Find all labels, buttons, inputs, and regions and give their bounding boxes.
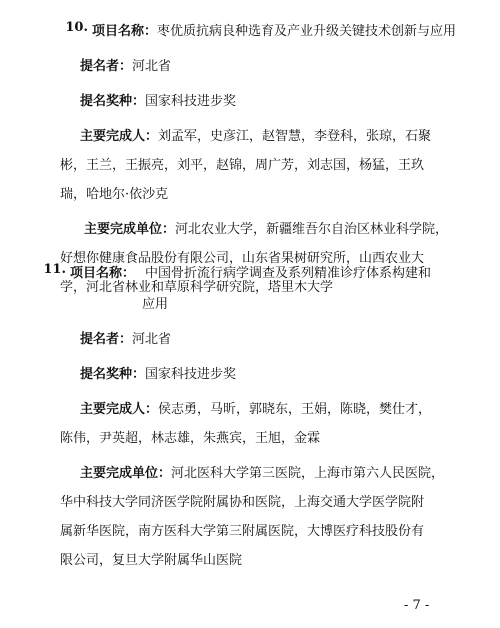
nominator-value: 河北省 <box>132 332 172 347</box>
award-label: 提名奖种： <box>80 94 146 109</box>
persons-line: 彬，王兰，王振亮，刘平，赵锦，周广芳，刘志国，杨猛，王玖 <box>60 158 425 173</box>
persons-line: 刘孟军，史彦江，赵智慧，李登科，张琼，石聚 <box>158 129 432 144</box>
persons-line: 侯志勇，马昕，郭晓东，王娟，陈晓，樊仕才， <box>158 402 432 417</box>
units-line: 学，河北省林业和草原科学研究院，塔里木大学 <box>60 280 334 295</box>
persons-line: 陈伟，尹英超，林志雄，朱燕宾，王旭，金霖 <box>60 431 321 446</box>
award-row <box>80 363 500 382</box>
item-number: 11. <box>43 262 66 277</box>
nominator-label: 提名者： <box>80 332 133 347</box>
persons-line: 瑞，哈地尔·依沙克 <box>60 187 169 202</box>
units-line: 限公司，复旦大学附属华山医院 <box>60 553 243 568</box>
units-line: 华中科技大学同济医学院附属协和医院，上海交通大学医学院附 <box>60 495 425 510</box>
award-label: 提名奖种： <box>80 367 146 382</box>
units-block <box>0 462 500 568</box>
persons-label: 主要完成人： <box>80 402 159 417</box>
units-label: 主要完成单位： <box>80 466 172 481</box>
award-value: 国家科技进步奖 <box>145 94 237 109</box>
title-label: 项目名称： <box>92 24 158 39</box>
project-title-row <box>0 20 500 39</box>
award-row <box>80 90 500 109</box>
units-line: 好想你健康食品股份有限公司，山东省果树研究所，山西农业大 <box>60 251 425 266</box>
units-label: 主要完成单位： <box>84 222 176 237</box>
units-line: 属新华医院，南方医科大学第三附属医院，大博医疗科技股份有 <box>60 524 425 539</box>
title-value-continued: 应用 <box>142 297 169 312</box>
project-item-10 <box>0 20 500 295</box>
persons-label: 主要完成人： <box>80 129 159 144</box>
persons-block <box>0 398 500 446</box>
nominator-row <box>80 55 500 74</box>
units-line: 河北医科大学第三医院，上海市第六人民医院， <box>171 466 445 481</box>
nominator-value: 河北省 <box>132 59 172 74</box>
project-title-row <box>0 262 500 281</box>
title-label: 项目名称： <box>70 266 136 281</box>
units-line: 河北农业大学，新疆维吾尔自治区林业科学院， <box>175 222 449 237</box>
project-item-11 <box>0 262 500 568</box>
award-value: 国家科技进步奖 <box>145 367 237 382</box>
persons-block <box>0 125 500 202</box>
page-number: - 7 - <box>404 598 430 613</box>
nominator-row <box>80 328 500 347</box>
title-value: 枣优质抗病良种选育及产业升级关键技术创新与应用 <box>157 24 457 39</box>
item-number: 10. <box>65 20 88 35</box>
nominator-label: 提名者： <box>80 59 133 74</box>
title-value: 中国骨折流行病学调查及系列精准诊疗体系构建和 <box>145 266 432 281</box>
